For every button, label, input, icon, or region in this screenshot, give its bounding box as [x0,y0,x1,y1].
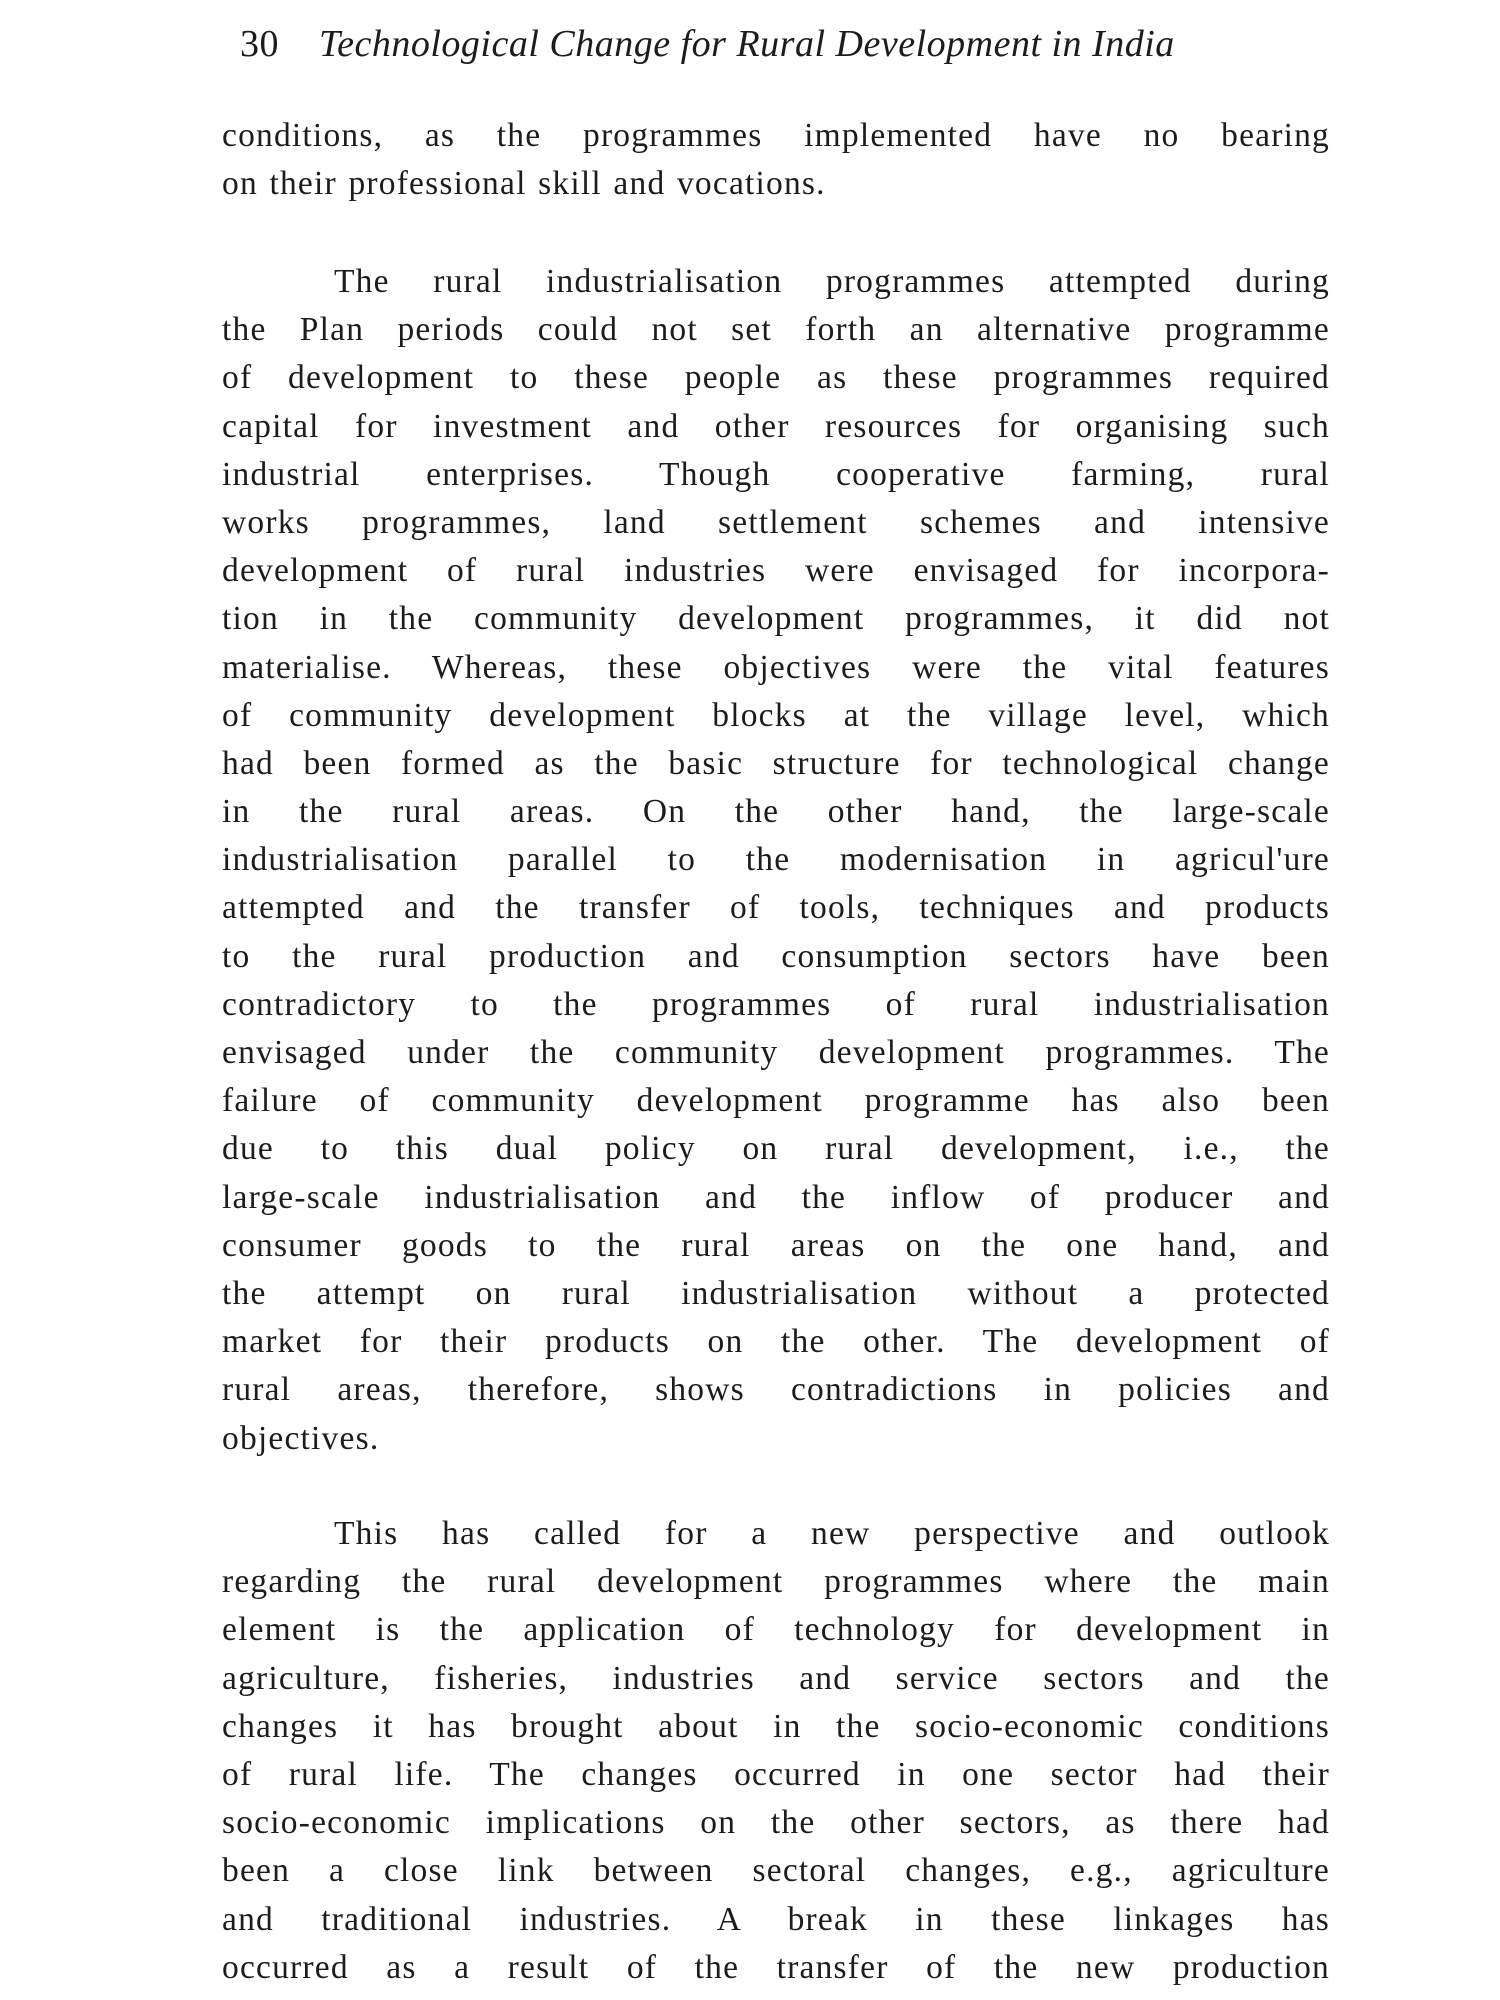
running-title: Technological Change for Rural Development in India [319,23,1175,65]
text-line: to the rural production and consumption sectors have been [222,937,1330,975]
text-line: failure of community development programme has also been [222,1082,1330,1120]
text-line: industrialisation parallel to the modernisation in agricul'ure [222,841,1330,879]
text-line: socio-economic implications on the other sectors, as there had [222,1804,1330,1842]
text-line: of rural life. The changes occurred in one sector had their [222,1755,1330,1793]
text-line: rural areas, therefore, shows contradictions in policies and [222,1371,1330,1409]
text-line: large-scale industrialisation and the inflow of producer and [222,1178,1330,1216]
text-line: This has called for a new perspective and outlook [334,1515,1330,1552]
text-line: attempted and the transfer of tools, techniques and products [222,889,1330,927]
text-line: the attempt on rural industrialisation without a protected [222,1274,1330,1312]
text-line: objectives. [222,1419,380,1457]
paragraph-1 [222,112,1330,208]
text-line: due to this dual policy on rural development, i.e., the [222,1130,1330,1168]
text-line: element is the application of technology for development in [222,1611,1330,1649]
running-head [240,22,1300,82]
text-line: envisaged under the community development programmes. The [222,1034,1330,1071]
text-line: on their professional skill and vocations. [222,165,826,203]
text-line: had been formed as the basic structure for technological change [222,744,1330,782]
text-line: contradictory to the programmes of rural industrialisation [222,985,1330,1023]
text-line: regarding the rural development programmes where the main [222,1563,1330,1601]
text-line: development of rural industries were envisaged for incorpora- [222,552,1330,590]
text-line: works programmes, land settlement schemes and intensive [222,503,1330,541]
text-line: occurred as a result of the transfer of the new production [222,1948,1330,1986]
text-line: the Plan periods could not set forth an alternative programme [222,311,1330,349]
text-line: market for their products on the other. The development of [222,1323,1330,1361]
text-line: been a close link between sectoral changes, e.g., agriculture [222,1852,1330,1890]
text-line: and traditional industries. A break in these linkages has [222,1900,1330,1938]
text-line: The rural industrialisation programmes attempted during [334,263,1330,300]
paragraph-2 [222,258,1330,1463]
text-line: of community development blocks at the village level, which [222,696,1330,734]
text-line: in the rural areas. On the other hand, the large-scale [222,793,1330,831]
text-line: industrial enterprises. Though cooperative farming, rural [222,455,1330,493]
text-line: agriculture, fisheries, industries and service sectors and the [222,1659,1330,1697]
text-line: of development to these people as these programmes required [222,359,1330,397]
text-line: tion in the community development programmes, it did not [222,600,1330,638]
paragraph-3 [222,1510,1330,1992]
page-number: 30 [240,23,279,65]
text-line: materialise. Whereas, these objectives were the vital features [222,648,1330,686]
text-line: consumer goods to the rural areas on the one hand, and [222,1226,1330,1264]
text-line: conditions, as the programmes implemented have no bearing [222,117,1330,154]
text-line: capital for investment and other resources for organising such [222,407,1330,445]
text-line: changes it has brought about in the socio-economic conditions [222,1707,1330,1745]
